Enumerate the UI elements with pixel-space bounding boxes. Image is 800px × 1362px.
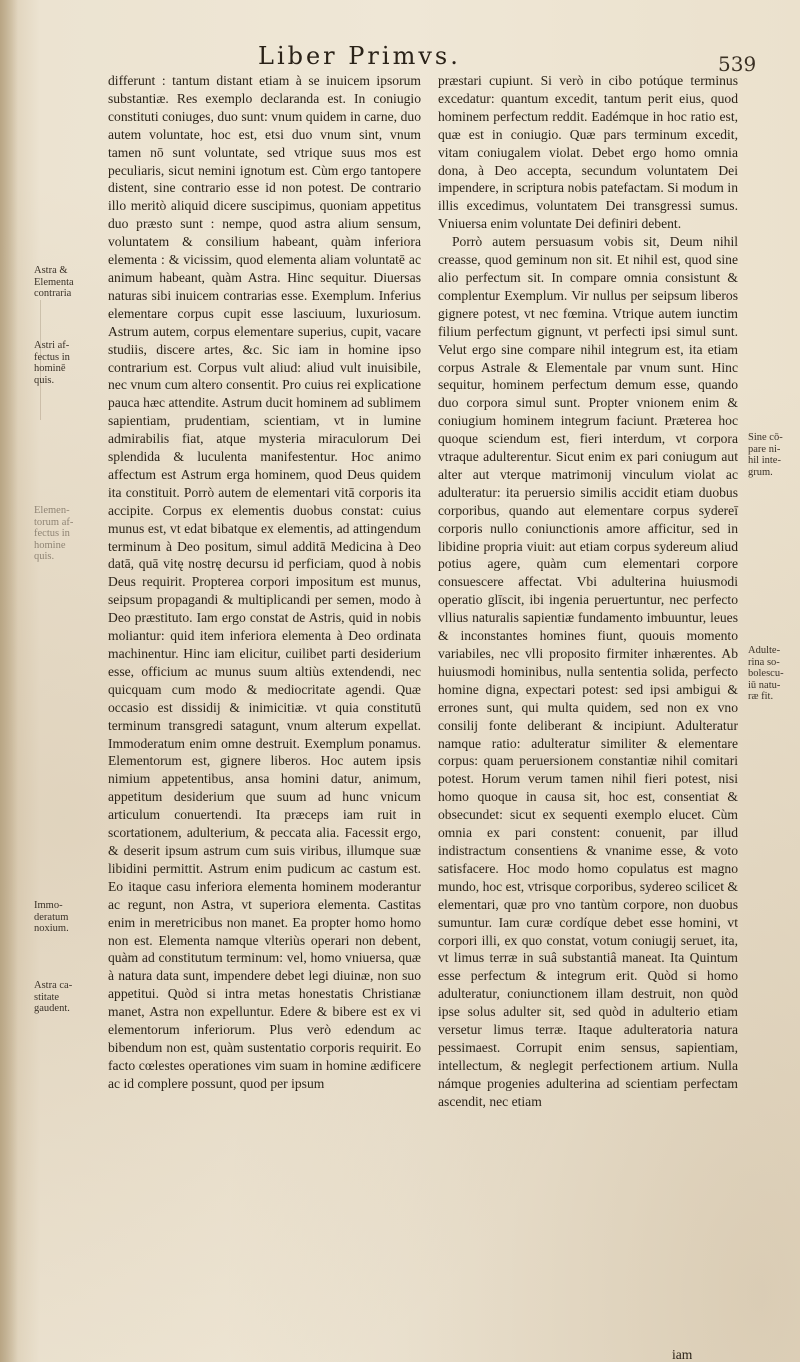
right-text-column <box>438 72 738 1111</box>
margin-note-astri-affectus: Astri af- fectus in hominē quis. <box>34 340 70 386</box>
page-number: 539 <box>718 52 757 76</box>
left-text-column <box>108 72 421 1093</box>
margin-note-astra-castitate: Astra ca- stitate gaudent. <box>34 980 73 1014</box>
running-head: Liber Primvs. <box>258 42 461 70</box>
catchword: iam <box>672 1347 693 1362</box>
right-paragraph: Porrò autem persuasum vobis sit, Deum nihil creasse, quod geminum non sit. Et nihil est, quod sine alio perfectum sit. In compare omnia consistunt & complentur Exemplum. Vir nullus per seipsum liberos gignere potest, vt nec fœmina. Vtrique autem iunctim filium perfectum gignunt, vt perfecti ipsi simul sunt. Velut ergo sine compare nihil integrum est, ita etiam corpus Astrale & Elementale par vnum sunt. Hinc sequitur, hominem perfectum demum esse, quando duo corpora simul sunt. Propter vnionem enim & coniugium hominem integrum faciunt. Præterea hoc quoque sciendum est, fieri interdum, vt corpora vtraque adulterentur. Sicut enim ex pari coniugum aut alter aut vterque matrimonij vinculum violat ac adulteratur: ita peruersio similis accidit etiam duobus corporibus, quando aut elementare corpus sydereī corporis nullo coniunctionis amore afficitur, sed in libidine propria viuit: aut etiam corpus sydereum aliud potius agere, quàm cum elementari corpore consuescere affectat. Vbi adulterina huiusmodi operatio glīscit, ibi ingenia peruertuntur, nec perfecto vllius naturalis sapientiæ fundamento imbuuntur, leues & inconstantes homines fiunt, quouis momento variabiles, nec vlli proposito firmiter inhærentes. Ab huiusmodi hominibus, nulla sententia solida, perfecto homine digna, expectari potest: sed ipsi ambigui & errones sunt, qui multa quidem, sed non ex vno consilij fonte deliberant & incipiunt. Adulteratur namque ratio: adulteratur similiter & elementare corpus: quam peruersionem constantiæ nihil comitari potest. Horum verum tamen nihil fieri potest, nisi homo quoque in causa sit, hoc est, consentiat & obsecundet: sicut ex sequenti exemplo elucet. Cùm omnia ex pari constent: conuenit, par illud indistractum consentiens & vnanime esse, & voto satisfacere. Hoc modo homo copulatus est magno mundo, hoc est, vtrisque corporibus, sydereo scilicet & elementari, quæ pro vno tantùm corpore, non duobus sumuntur. Iam curæ cordíque debet esse homini, vt corpori illi, ex quo constat, votum coniugij seruet, ita, vt limus terræ in suâ substantiâ maneat. Ita Quintum esse perfectum & integrum erit. Quòd si homo adulteratur, coniunctionem illam destruit, non quòd ipse solus adulter sit, sed quòd in adulterio etiam versetur limus terræ. Itaque adulteratoria natura pessimaest. Corrupit enim sensus, sapientiam, intellectum, & neglegit perfectionem artium. Nulla námque progenies adulterina ad scientiam perfectam ascendit, nec etiam <box>438 234 738 1109</box>
margin-note-astra-elementa: Astra & Elementa contraria <box>34 265 74 299</box>
margin-note-adulterina: Adulte- rina so- bolescu- iū natu- ræ fit. <box>748 645 784 702</box>
margin-note-immoderatum: Immo- deratum noxium. <box>34 900 69 934</box>
left-paragraph: differunt : tantum distant etiam à se inuicem ipsorum substantiæ. Res exemplo declaranda est. In coniugio constituti coniuges, duo sunt: vnum quidem in carne, duo autem voluntate, hoc est, etsi duo vnum sint, vnum tamen nō sunt voluntate, sed vtrique suus mos est peculiaris, sicut nemini ignotum est. Cùm ergo tantopere distent, sine contrario esse id non potest. De contrario illo meritò aliquid dicere suscipimus, quoniam appetitus duo præsto sunt : nempe, quod astra alium sensum, voluntatem & consilium habeant, quàm inferiora elementa : & vicissim, quod elementa aliam voluntatē ac animum habeant, quàm Astra. Hinc sequitur. Diuersas naturas sibi inuicem contrarias esse. Exemplum. Inferius elementare corpus cupit esse lasciuum, luxuriosum. Astrum autem, corpus elementare superius, cupit, vacare studiis, discere artes, &c. Sic iam in homine ipso contrarium est. Corpus vult aliud: aliud vult inuisibile, nec vnum cum altero consentit. Pro cuius rei explicatione pauca hæc attendite. Astrum ducit hominem ad sublimem sapientiam, prudentiam, scientiam, vt in lumine admirabilis fiat, atque mysteria miraculorum Dei splendida & luculenta manifestentur. Hoc animo affectum est Astrum erga hominem, quod Deus quidem ita constituit. Porrò autem de elementari vitā corporis ita accipite. Corpus ex elementis duobus constat: cuius munus est, vt edat bibatque ex elementis, ad attingendum terminum à Deo positum, simul additā Medicina à Deo datā, quā vitę nostrę decursu id perficiam, quod à nobis Deus requirit. Propterea corpori impositum est munus, seipsum propagandi & multiplicandi per semen, modo à Deo præstituto. Iam ergo constat de Astris, quid in nobis moliantur: quid item inferiora elementa à Deo ordinata machinentur. Hinc iam elicitur, cuilibet parti desiderium esse, officium ac munus suum altiùs extendendi, nec quicquam cum modo & mediocritate agendi. Quæ occasio est dissidij & inimicitiæ. vt quia constitutū terminum transgredi satagunt, vnum alterum expellat. Immoderatum enim omne destruit. Exemplum ponamus. Elementorum est, gignere liberos. Hoc autem ipsis nimium appetentibus, ansa homini datur, animum, appetitum desiderium que suum ad hunc vnicum articulum conuertendi. Ita præceps iam ruit in scortationem, adulterium, & peccata alia. Facessit ergo, & deserit ipsum astrum cum suis viribus, illumque suæ libidini permittit. Astrum enim pudicum ac castum est. Eo itaque casu inferiora elementa hominem moderantur ac regunt, non Astra, vt superiora elementa. Castitas enim in meretricibus non manet. Ea propter homo homo non est. Elementa namque vlteriùs operari non debent, quàm ad constitutum terminum: vel, homo vniuersa, quæ à natura data sunt, impendere debet legi diuinæ, non suo appetitui. Quòd si intra metas honestatis Christianæ manet, Astra non expelluntur. Edere & bibere est ex vi elementorum inferiorum. Plus verò edendum ac bibendum non est, quàm sustentatio corporis requirit. Eo facto cœlestes operationes vim suam in homine ædificere ac id complere possunt, quod per ipsum <box>108 73 421 1091</box>
margin-note-elementorum-affectus: Elemen- torum af- fectus in homine quis. <box>34 505 74 562</box>
binding-shadow <box>0 0 18 1362</box>
margin-note-sine-compare: Sine cō- pare ni- hil inte- grum. <box>748 432 783 478</box>
right-paragraph: præstari cupiunt. Si verò in cibo potúque terminus excedatur: quantum excedit, tantum perit eius, quod hominem perfectum reddit. Eadémque in hoc ratio est, quæ est in coniugio. Quæ pars terminum excedit, vitam coniugalem violat. Debet ergo homo omnia dona, à Deo accepta, secundum voluntatem Dei impendere, in scriptura nobis patefactam. Si modum in illis excedimus, voluntatem Dei transgressi sumus. Vniuersa enim voluntate Dei definiri debent. <box>438 73 738 232</box>
